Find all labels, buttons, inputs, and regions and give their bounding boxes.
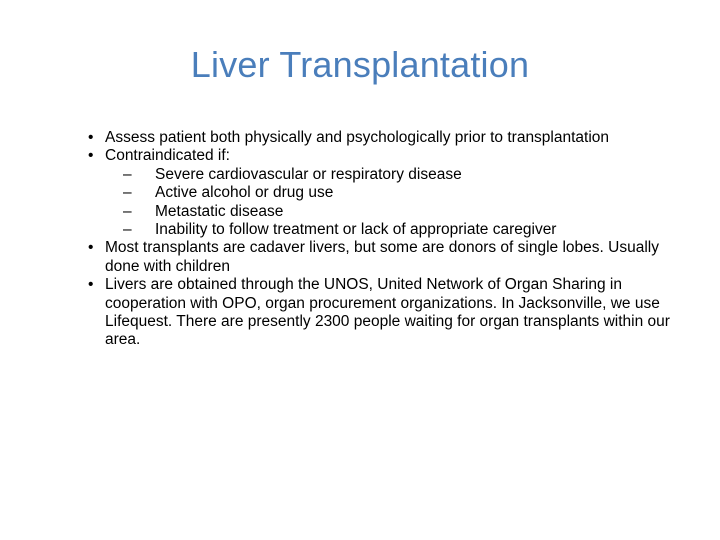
bullet-text: Contraindicated if: [105, 147, 230, 165]
bullet-item [88, 129, 688, 147]
slide-title: Liver Transplantation [190, 44, 530, 85]
sub-bullet-text: Inability to follow treatment or lack of appropriate caregiver [155, 221, 557, 239]
sub-bullet-list [105, 166, 688, 240]
bullet-text: Most transplants are cadaver livers, but some are donors of single lobes. Usually done with children [105, 239, 659, 275]
sub-bullet-item [121, 221, 688, 239]
sub-bullet-item [121, 184, 688, 202]
bullet-item [88, 147, 688, 239]
bullet-list [88, 129, 688, 350]
bullet-icon: • [88, 276, 94, 294]
bullet-icon: • [88, 239, 94, 257]
dash-icon: – [123, 184, 132, 202]
bullet-text: Livers are obtained through the UNOS, United Network of Organ Sharing in cooperation with OPO, organ procurement organizations. In Jacksonville, we use Lifequest. There are presently 2300 people waiting for organ transplants within our area. [105, 276, 670, 349]
bullet-item [88, 276, 688, 350]
dash-icon: – [123, 165, 132, 183]
sub-bullet-item [121, 203, 688, 221]
bullet-item [88, 239, 688, 276]
sub-bullet-text: Metastatic disease [155, 202, 284, 220]
sub-bullet-text: Active alcohol or drug use [155, 184, 334, 202]
sub-bullet-text: Severe cardiovascular or respiratory disease [155, 165, 462, 183]
sub-bullet-item [121, 166, 688, 184]
dash-icon: – [123, 202, 132, 220]
dash-icon: – [123, 221, 132, 239]
bullet-icon: • [88, 147, 94, 165]
bullet-text: Assess patient both physically and psychologically prior to transplantation [105, 129, 610, 146]
bullet-icon: • [88, 129, 94, 146]
